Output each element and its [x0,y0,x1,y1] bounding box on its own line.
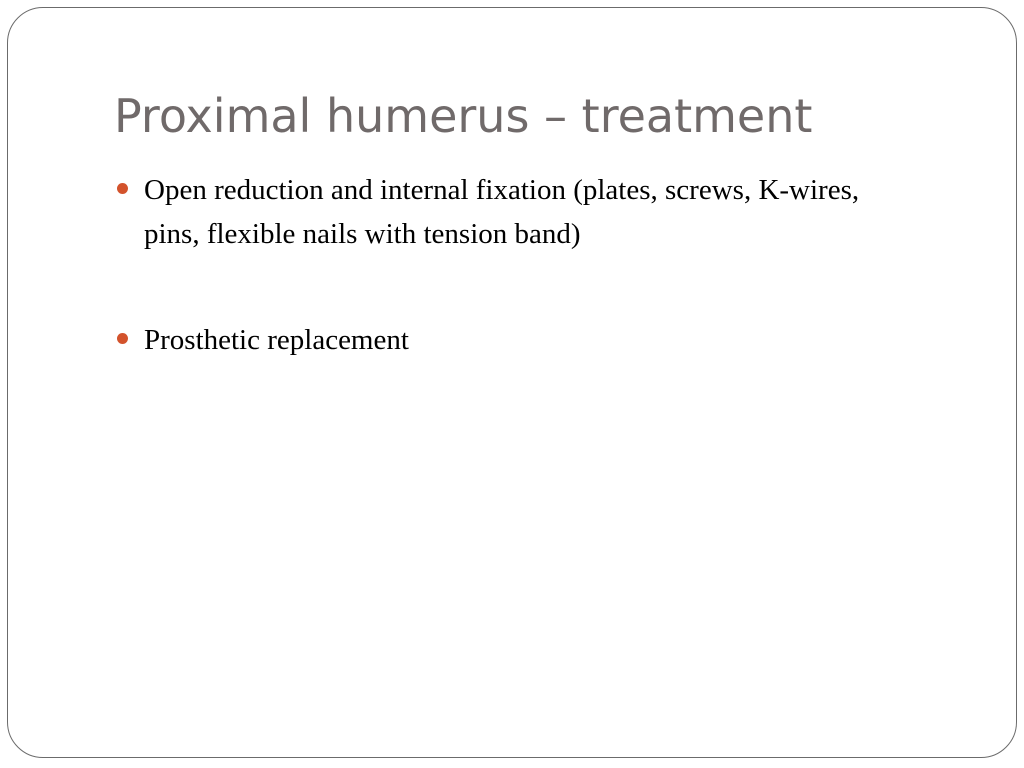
bullet-item-orif [114,168,894,256]
bullet-text: Prosthetic replacement [144,324,409,356]
slide-title: Proximal humerus – treatment [114,89,813,143]
bullet-dot-icon [117,333,128,344]
bullet-list [114,168,894,362]
bullet-dot-icon [117,183,128,194]
bullet-item-prosthetic [114,318,894,362]
bullet-text: Open reduction and internal fixation (plates, screws, K-wires, pins, flexible nails with tension band) [144,174,860,250]
